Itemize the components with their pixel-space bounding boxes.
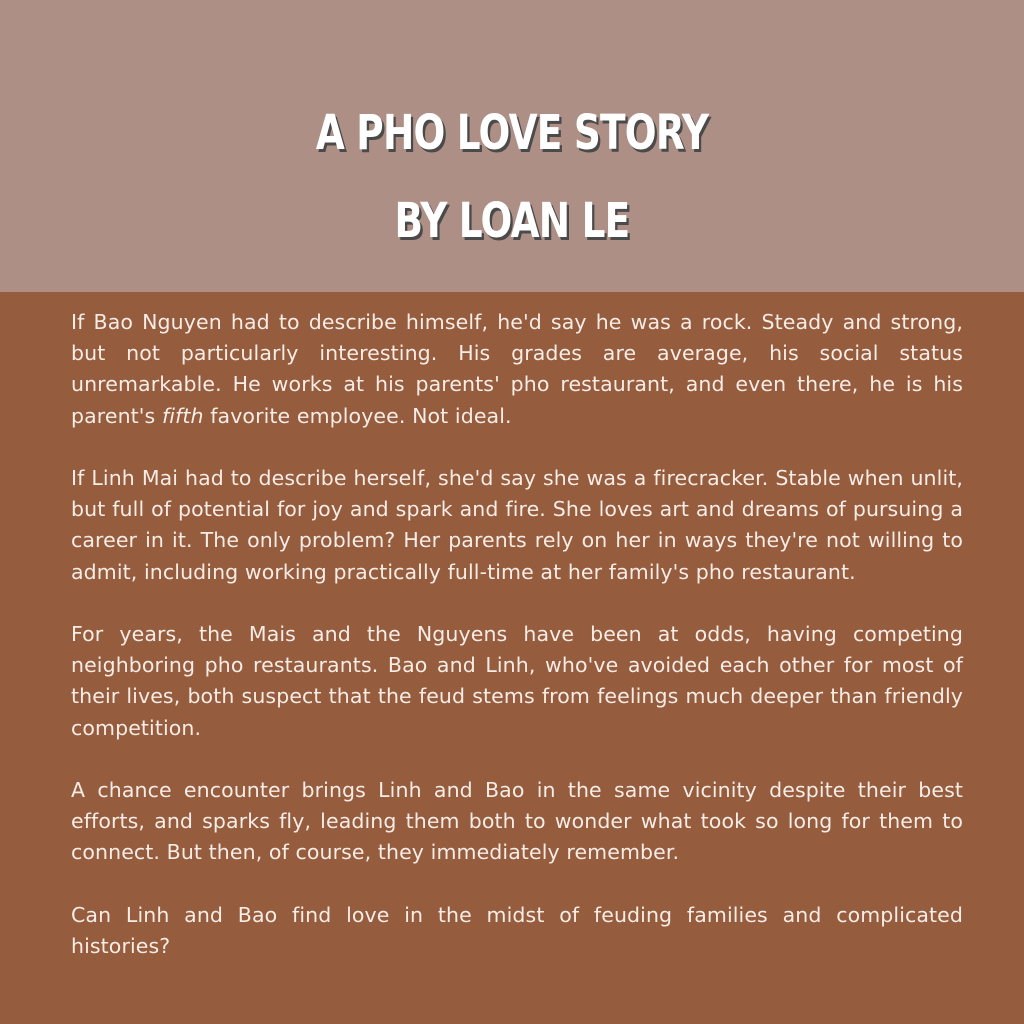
synopsis-paragraph-1-start: If Bao Nguyen had to describe himself, he'd say he was a rock. Steady and strong, but not particularly interesting. His grades are average, his social status unremarkable. He works at his parents' pho restaurant, and even there, he is his parent's xyxy=(71,310,963,428)
synopsis-paragraph-3: For years, the Mais and the Nguyens have been at odds, having competing neighboring pho restaurants. Bao and Linh, who've avoided each other for most of their lives, both suspect that the feud stems from feelings much deeper than friendly competition. xyxy=(71,622,963,740)
book-synopsis xyxy=(71,307,963,962)
synopsis-paragraph-1 xyxy=(71,307,963,432)
synopsis-paragraph-1-end: favorite employee. Not ideal. xyxy=(203,403,512,428)
book-title: A PHO LOVE STORY xyxy=(315,105,709,161)
book-author: BY LOAN LE xyxy=(394,193,630,249)
header-banner xyxy=(0,0,1024,292)
synopsis-paragraph-5: Can Linh and Bao find love in the midst of feuding families and complicated histories? xyxy=(71,902,963,958)
synopsis-paragraph-4: A chance encounter brings Linh and Bao in the same vicinity despite their best efforts, and sparks fly, leading them both to wonder what took so long for them to connect. But then, of course, they immediately remember. xyxy=(71,778,963,865)
synopsis-paragraph-2: If Linh Mai had to describe herself, she'd say she was a firecracker. Stable when unlit, but full of potential for joy and spark and fire. She loves art and dreams of pursuing a career in it. The only problem? Her parents rely on her in ways they're not willing to admit, including working practically full-time at her family's pho restaurant. xyxy=(71,466,963,584)
synopsis-emphasis: fifth xyxy=(161,403,204,428)
